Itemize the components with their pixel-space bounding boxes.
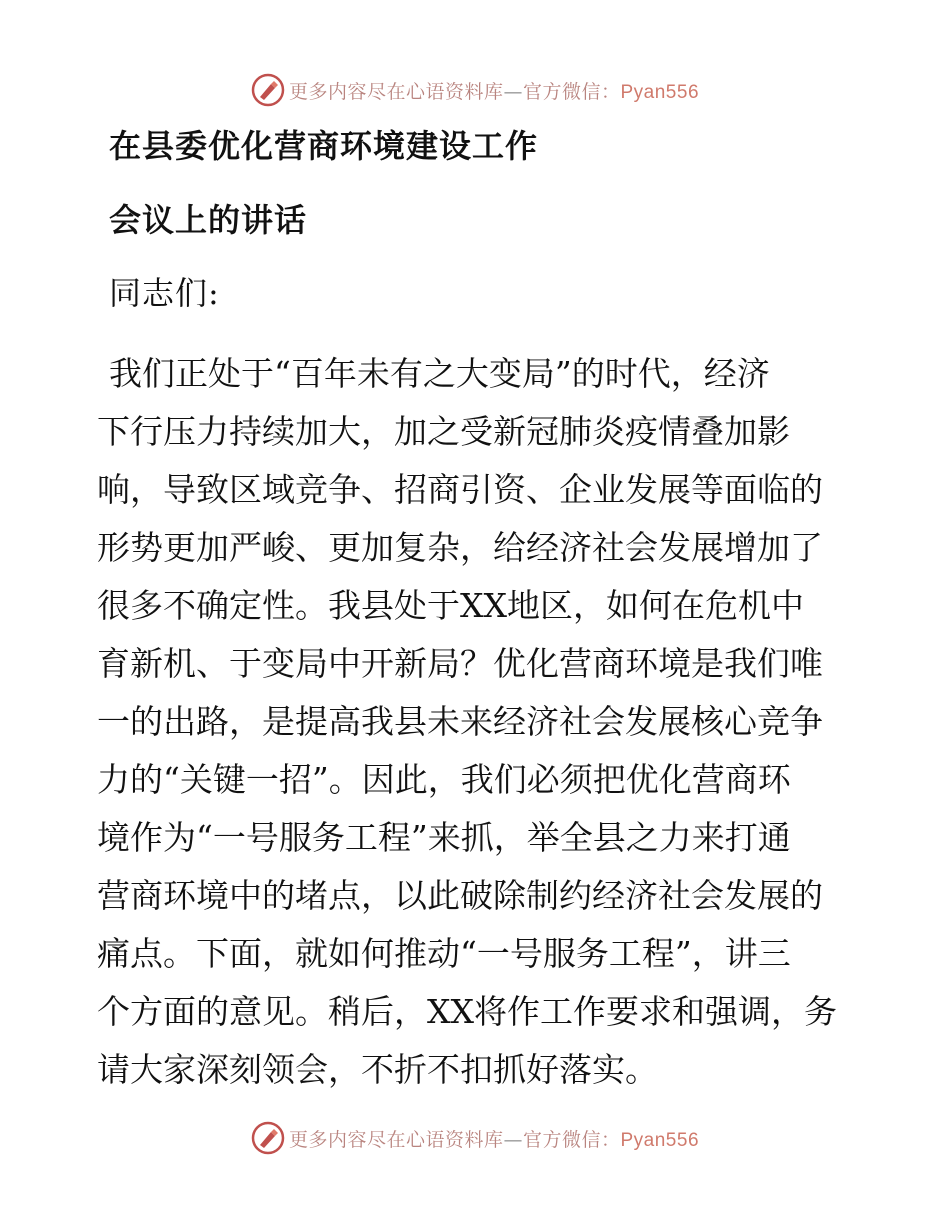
- watermark-text: [289, 1125, 699, 1152]
- paragraph-line: 响，导致区域竞争、招商引资、企业发展等面临的: [97, 470, 823, 509]
- paragraph-line: 一的出路，是提高我县未来经济社会发展核心竞争: [97, 702, 823, 741]
- paragraph-line: 力的“关键一招”。因此，我们必须把优化营商环: [97, 760, 791, 799]
- paragraph-line: 我们正处于“百年未有之大变局”的时代，经济: [109, 354, 770, 393]
- watermark-wechat-id: Pyan556: [620, 1129, 700, 1151]
- watermark-main: 更多内容尽在心语资料库: [288, 80, 504, 103]
- pen-logo-icon: [251, 1121, 285, 1155]
- body-paragraph: [97, 345, 867, 1099]
- watermark-wechat-id: Pyan556: [620, 81, 700, 103]
- paragraph-line: 营商环境中的堵点，以此破除制约经济社会发展的: [97, 876, 823, 915]
- paragraph-line: 个方面的意见。稍后，XX将作工作要求和强调，务: [97, 992, 837, 1031]
- watermark-main: 更多内容尽在心语资料库: [288, 1128, 504, 1151]
- paragraph-line: 形势更加严峻、更加复杂，给经济社会发展增加了: [97, 528, 823, 567]
- paragraph-line: 很多不确定性。我县处于XX地区，如何在危机中: [97, 586, 804, 625]
- paragraph-line: 痛点。下面，就如何推动“一号服务工程”，讲三: [97, 934, 791, 973]
- paragraph-line: 下行压力持续加大，加之受新冠肺炎疫情叠加影: [97, 412, 790, 451]
- watermark-text: [289, 77, 699, 104]
- salutation: 同志们:: [109, 274, 220, 312]
- watermark-wechat-label: 官方微信：: [522, 1128, 621, 1151]
- footer-watermark: [0, 1118, 950, 1158]
- watermark-separator: —: [503, 80, 523, 103]
- pen-logo-icon: [251, 73, 285, 107]
- paragraph-line: 境作为“一号服务工程”来抓，举全县之力来打通: [97, 818, 791, 857]
- watermark-separator: —: [503, 1128, 523, 1151]
- paragraph-line: 育新机、于变局中开新局？优化营商环境是我们唯: [97, 644, 823, 683]
- document-subtitle: 会议上的讲话: [109, 201, 308, 239]
- watermark-wechat-label: 官方微信：: [522, 80, 621, 103]
- document-title: 在县委优化营商环境建设工作: [109, 127, 539, 165]
- paragraph-line: 请大家深刻领会，不折不扣抓好落实。: [97, 1050, 658, 1089]
- header-watermark: [0, 70, 950, 110]
